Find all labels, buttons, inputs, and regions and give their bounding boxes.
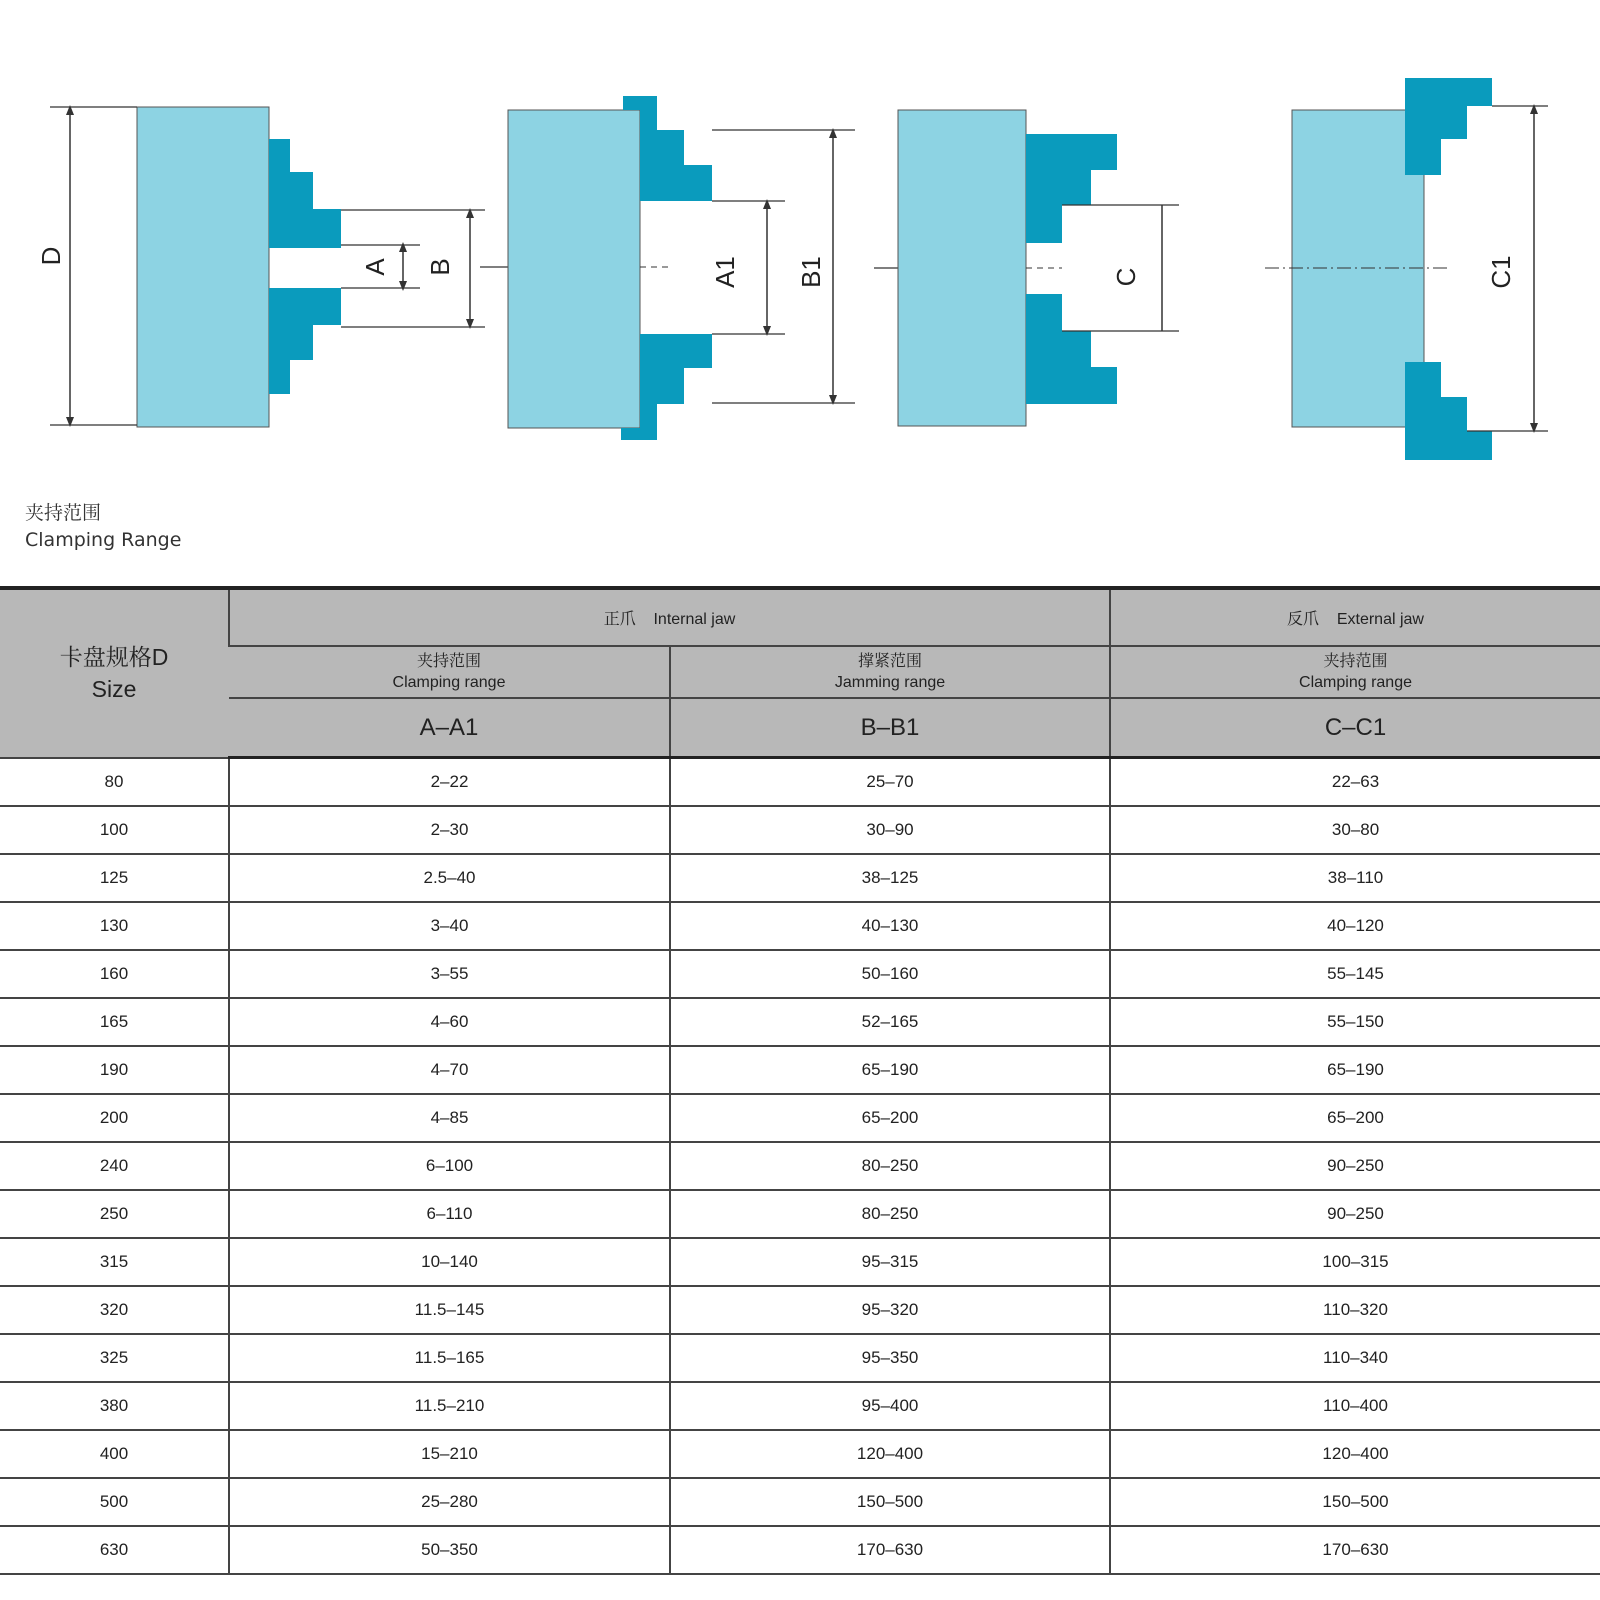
cell-c-c1: 150–500	[1110, 1478, 1600, 1526]
cell-size: 630	[0, 1526, 229, 1574]
cell-size: 190	[0, 1046, 229, 1094]
table-row	[0, 1046, 1600, 1094]
cell-a-a1: 11.5–145	[229, 1286, 670, 1334]
cell-b-b1: 80–250	[670, 1142, 1110, 1190]
cell-size: 380	[0, 1382, 229, 1430]
table-row	[0, 1094, 1600, 1142]
table-row	[0, 1286, 1600, 1334]
col-b-code: B–B1	[670, 698, 1110, 758]
cell-b-b1: 120–400	[670, 1430, 1110, 1478]
jaw-upper	[269, 139, 341, 248]
cell-c-c1: 38–110	[1110, 854, 1600, 902]
cell-size: 200	[0, 1094, 229, 1142]
cell-size: 250	[0, 1190, 229, 1238]
cell-size: 320	[0, 1286, 229, 1334]
size-header-en: Size	[91, 676, 137, 703]
cell-a-a1: 6–100	[229, 1142, 670, 1190]
cell-size: 100	[0, 806, 229, 854]
cell-b-b1: 50–160	[670, 950, 1110, 998]
table-row	[0, 854, 1600, 902]
diagram-external-clamp-c	[874, 110, 1179, 426]
dimension-b1-label: B1	[796, 256, 826, 288]
dimension-c1-label: C1	[1486, 255, 1516, 289]
cell-c-c1: 170–630	[1110, 1526, 1600, 1574]
col-c-en: Clamping range	[1299, 674, 1412, 691]
col-a-header	[229, 646, 670, 698]
cell-a-a1: 2.5–40	[229, 854, 670, 902]
table-row	[0, 806, 1600, 854]
cell-size: 160	[0, 950, 229, 998]
cell-size: 400	[0, 1430, 229, 1478]
cell-b-b1: 30–90	[670, 806, 1110, 854]
clamping-diagrams	[0, 0, 1600, 480]
cell-a-a1: 2–30	[229, 806, 670, 854]
table-row	[0, 1334, 1600, 1382]
external-jaw-header: 反爪 External jaw	[1110, 588, 1600, 646]
dimension-d-label: D	[36, 246, 66, 266]
cell-a-a1: 6–110	[229, 1190, 670, 1238]
cell-c-c1: 90–250	[1110, 1142, 1600, 1190]
cell-c-c1: 110–340	[1110, 1334, 1600, 1382]
table-row	[0, 1238, 1600, 1286]
cell-size: 315	[0, 1238, 229, 1286]
table-row	[0, 1430, 1600, 1478]
cell-c-c1: 22–63	[1110, 758, 1600, 807]
cell-b-b1: 95–315	[670, 1238, 1110, 1286]
cell-c-c1: 40–120	[1110, 902, 1600, 950]
cell-b-b1: 150–500	[670, 1478, 1110, 1526]
cell-b-b1: 65–190	[670, 1046, 1110, 1094]
cell-a-a1: 11.5–165	[229, 1334, 670, 1382]
cell-a-a1: 4–70	[229, 1046, 670, 1094]
col-a-en: Clamping range	[392, 674, 506, 691]
cell-a-a1: 3–40	[229, 902, 670, 950]
jaw-lower	[1405, 362, 1492, 460]
cell-a-a1: 4–85	[229, 1094, 670, 1142]
cell-a-a1: 25–280	[229, 1478, 670, 1526]
cell-a-a1: 2–22	[229, 758, 670, 807]
dimension-b-label: B	[425, 258, 455, 276]
size-header	[0, 588, 229, 758]
cell-c-c1: 30–80	[1110, 806, 1600, 854]
cell-a-a1: 50–350	[229, 1526, 670, 1574]
cell-a-a1: 15–210	[229, 1430, 670, 1478]
jaw-upper	[1026, 134, 1117, 243]
section-title	[25, 500, 181, 554]
cell-a-a1: 11.5–210	[229, 1382, 670, 1430]
cell-c-c1: 110–400	[1110, 1382, 1600, 1430]
cell-b-b1: 80–250	[670, 1190, 1110, 1238]
col-b-zh: 撑紧范围	[858, 653, 923, 670]
cell-a-a1: 4–60	[229, 998, 670, 1046]
table-row	[0, 1190, 1600, 1238]
jaw-lower	[269, 288, 341, 394]
cell-c-c1: 55–145	[1110, 950, 1600, 998]
cell-b-b1: 38–125	[670, 854, 1110, 902]
cell-c-c1: 110–320	[1110, 1286, 1600, 1334]
col-c-zh: 夹持范围	[1323, 653, 1388, 670]
cell-b-b1: 95–320	[670, 1286, 1110, 1334]
cell-b-b1: 95–350	[670, 1334, 1110, 1382]
table-row	[0, 758, 1600, 807]
cell-b-b1: 95–400	[670, 1382, 1110, 1430]
cell-c-c1: 90–250	[1110, 1190, 1600, 1238]
cell-size: 325	[0, 1334, 229, 1382]
size-header-zh: 卡盘规格D	[59, 644, 169, 671]
section-title-en: Clamping Range	[25, 529, 182, 551]
table-body	[0, 758, 1600, 1575]
diagram-internal-clamp-a	[36, 107, 485, 427]
jaw-upper	[1405, 78, 1492, 175]
internal-jaw-header: 正爪 Internal jaw	[229, 588, 1110, 646]
cell-size: 500	[0, 1478, 229, 1526]
chuck-body	[508, 110, 640, 428]
cell-c-c1: 55–150	[1110, 998, 1600, 1046]
cell-c-c1: 65–200	[1110, 1094, 1600, 1142]
cell-a-a1: 10–140	[229, 1238, 670, 1286]
cell-b-b1: 40–130	[670, 902, 1110, 950]
table-row	[0, 998, 1600, 1046]
col-a-code: A–A1	[229, 698, 670, 758]
cell-size: 130	[0, 902, 229, 950]
cell-b-b1: 52–165	[670, 998, 1110, 1046]
table-row	[0, 1382, 1600, 1430]
dimension-a-label: A	[360, 258, 390, 276]
dimension-c-label: C	[1111, 267, 1141, 287]
col-a-zh: 夹持范围	[416, 653, 481, 670]
cell-size: 125	[0, 854, 229, 902]
table-row	[0, 902, 1600, 950]
cell-size: 165	[0, 998, 229, 1046]
cell-c-c1: 65–190	[1110, 1046, 1600, 1094]
col-c-header	[1110, 646, 1600, 698]
table-row	[0, 1526, 1600, 1574]
cell-a-a1: 3–55	[229, 950, 670, 998]
col-b-header	[670, 646, 1110, 698]
dimension-a1-label: A1	[710, 256, 740, 288]
cell-b-b1: 170–630	[670, 1526, 1110, 1574]
table-row	[0, 1142, 1600, 1190]
col-b-en: Jamming range	[834, 674, 946, 691]
section-title-zh: 夹持范围	[25, 502, 102, 524]
table-row	[0, 950, 1600, 998]
diagram-external-clamp-c1	[1265, 78, 1548, 460]
cell-size: 80	[0, 758, 229, 807]
diagram-internal-clamp-a1	[480, 96, 855, 440]
cell-b-b1: 25–70	[670, 758, 1110, 807]
clamping-range-table	[0, 586, 1600, 1575]
col-c-code: C–C1	[1110, 698, 1600, 758]
cell-c-c1: 120–400	[1110, 1430, 1600, 1478]
chuck-body	[898, 110, 1026, 426]
chuck-body	[137, 107, 269, 427]
cell-c-c1: 100–315	[1110, 1238, 1600, 1286]
cell-b-b1: 65–200	[670, 1094, 1110, 1142]
cell-size: 240	[0, 1142, 229, 1190]
table-row	[0, 1478, 1600, 1526]
jaw-lower	[1026, 294, 1117, 404]
